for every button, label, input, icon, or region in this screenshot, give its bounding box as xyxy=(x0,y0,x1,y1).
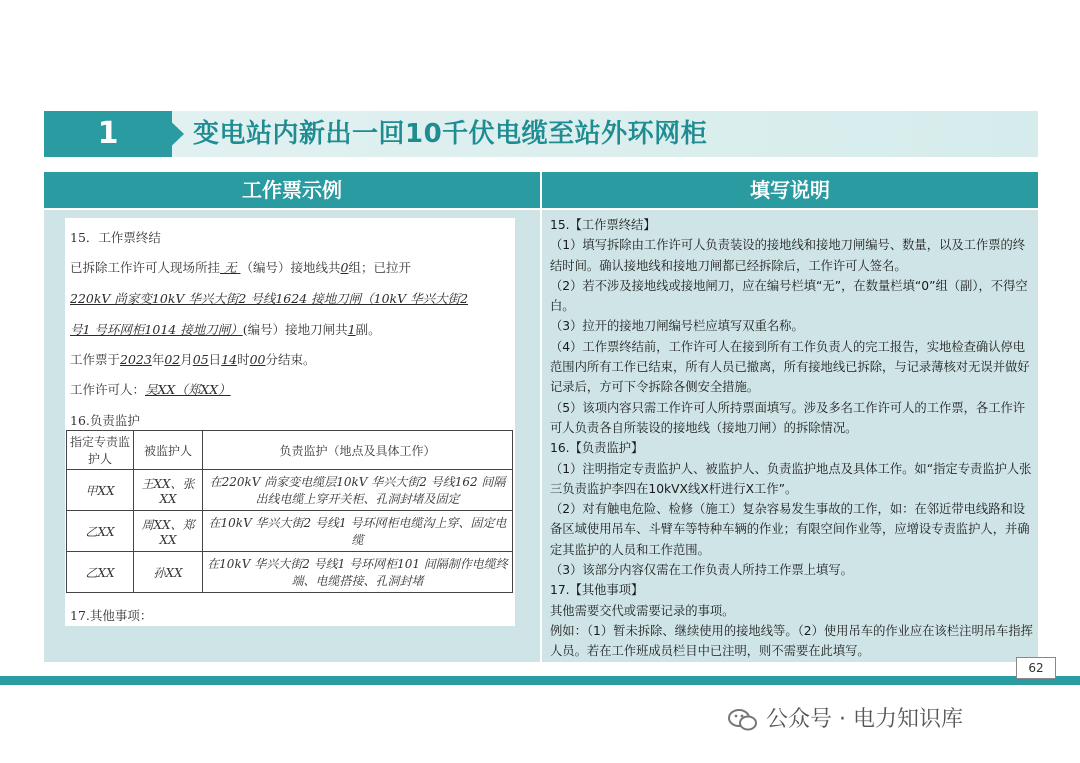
instruction-item: （3）该部分内容仅需在工作负责人所持工作票上填写。 xyxy=(550,563,853,578)
form-filled-value: 0 xyxy=(340,260,349,275)
form-filled-value: 1 xyxy=(347,322,356,337)
section-number: 1 xyxy=(97,116,119,151)
form-filled-value: 14 xyxy=(221,352,238,367)
form-text: 分结束。 xyxy=(265,352,316,367)
watermark-text: 公众号 · 电力知识库 xyxy=(766,707,963,732)
instruction-item: （4）工作票终结前，工作许可人在接到所有工作负责人的完工报告，实地检查确认停电范围内所有工作已结束，所有人员已撤离，所有接地线已拆除，与记录薄核对无误并做好记录后，方可下令拆除各侧安全措施。 xyxy=(550,339,1030,395)
table-cell: 王XX、张XX xyxy=(134,470,203,511)
table-cell: 甲XX xyxy=(67,470,134,511)
table-row xyxy=(67,552,513,593)
form-filled-value: 05 xyxy=(192,352,209,367)
table-header: 指定专责监护人 xyxy=(67,431,134,470)
instruction-item: 其他需要交代或需要记录的事项。 xyxy=(550,603,735,618)
page-title: 变电站内新出一回10千伏电缆至站外环网柜 xyxy=(193,119,708,149)
instruction-item: （5）该项内容只需工作许可人所持票面填写。涉及多名工作许可人的工作票，各工作许可人负责各自所装设的接地线（接地刀闸）的拆除情况。 xyxy=(550,400,1026,435)
table-cell: 在10kV 华兴大街2 号线1 号环网柜电缆沟上穿、固定电缆 xyxy=(203,511,513,552)
instruction-heading: 16.【负责监护】 xyxy=(550,441,644,456)
column-header-instructions: 填写说明 xyxy=(542,172,1038,208)
instruction-item: （1）注明指定专责监护人、被监护人、负责监护地点及具体工作。如“指定专责监护人张三负责监护李四在10kVX线X杆进行X工作”。 xyxy=(550,461,1032,496)
instruction-heading: 17.【其他事项】 xyxy=(550,583,644,598)
form-filled-value: 号1 号环网柜1014 接地刀闸） xyxy=(70,322,243,337)
table-row xyxy=(67,511,513,552)
wechat-icon xyxy=(728,708,758,732)
table-row xyxy=(67,470,513,511)
instruction-item: 例如：（1）暂未拆除、继续使用的接地线等。（2）使用吊车的作业应在该栏注明吊车指挥人员。若在工作班成员栏目中已注明，则不需要在此填写。 xyxy=(550,623,1033,659)
form-filled-value: 无 xyxy=(220,260,241,275)
form-section-16-title: 16.负责监护 xyxy=(70,413,140,428)
form-text: 年 xyxy=(151,352,165,367)
form-text: 副。 xyxy=(355,322,381,337)
table-cell: 乙XX xyxy=(67,511,134,552)
page-number: 62 xyxy=(1016,657,1056,679)
form-switch-line-1: 220kV 尚家变10kV 华兴大街2 号线1624 接地刀闸（10kV 华兴大街2 xyxy=(70,291,469,306)
form-switch-line-2 xyxy=(70,320,381,338)
instruction-item: （2）对有触电危险、检修（施工）复杂容易发生事故的工作，如：在邻近带电线路和设备区域使用吊车、斗臂车等特种车辆的作业；有限空间作业等，应增设专责监护人，并确定其监护的人员和工作范围。 xyxy=(550,502,1030,557)
form-text: (编号）接地刀闸共 xyxy=(242,322,348,337)
table-cell: 周XX、郑XX xyxy=(134,511,203,552)
form-text: 组；已拉开 xyxy=(348,260,411,275)
table-cell: 孙XX xyxy=(134,552,203,593)
table-header: 负责监护（地点及具体工作） xyxy=(203,431,513,470)
form-filled-value: 02 xyxy=(164,352,181,367)
watermark xyxy=(728,705,963,735)
form-text: 工作票于 xyxy=(70,352,121,367)
instruction-heading: 15.【工作票终结】 xyxy=(550,218,656,232)
table-cell: 在10kV 华兴大街2 号线1 号环网柜101 间隔制作电缆终端、电缆搭接、孔洞封堵 xyxy=(203,552,513,593)
instruction-item: （1）填写拆除由工作许可人负责装设的接地线和接地刀闸编号、数量，以及工作票的终结时间。确认接地线和接地刀闸都已经拆除后，工作许可人签名。 xyxy=(550,238,1026,273)
supervision-table xyxy=(66,430,513,593)
form-permit-person-line xyxy=(70,380,231,398)
instructions-text xyxy=(550,215,1034,662)
form-text: （编号）接地线共 xyxy=(240,260,341,275)
form-end-time-line xyxy=(70,350,316,368)
form-section-17-title: 17.其他事项： xyxy=(70,608,153,623)
table-header-row xyxy=(67,431,513,470)
instruction-item: （3）拉开的接地刀闸编号栏应填写双重名称。 xyxy=(550,319,804,334)
instruction-item: （2）若不涉及接地线或接地闸刀，应在编号栏填“无”，在数量栏填“0”组（副），不得空白。 xyxy=(550,278,1028,314)
form-text: 月 xyxy=(180,352,193,367)
form-filled-value: 2023 xyxy=(120,352,152,367)
form-text: 工作许可人： xyxy=(70,382,146,397)
form-filled-value: 吴XX（郑XX） xyxy=(145,382,231,397)
form-ground-wire-line xyxy=(70,258,411,276)
form-section-15-title: 15．工作票终结 xyxy=(70,230,161,245)
form-text: 已拆除工作许可人现场所挂 xyxy=(70,260,221,275)
bottom-bar xyxy=(0,676,1080,685)
column-header-example: 工作票示例 xyxy=(44,172,540,208)
form-text: 日 xyxy=(208,352,222,367)
table-header: 被监护人 xyxy=(134,431,203,470)
form-text: 时 xyxy=(237,352,250,367)
table-cell: 在220kV 尚家变电缆层10kV 华兴大街2 号线162 间隔出线电缆上穿开关柜、孔洞封堵及固定 xyxy=(203,470,513,511)
work-ticket-form xyxy=(65,218,515,626)
table-cell: 乙XX xyxy=(67,552,134,593)
form-filled-value: 00 xyxy=(249,352,266,367)
